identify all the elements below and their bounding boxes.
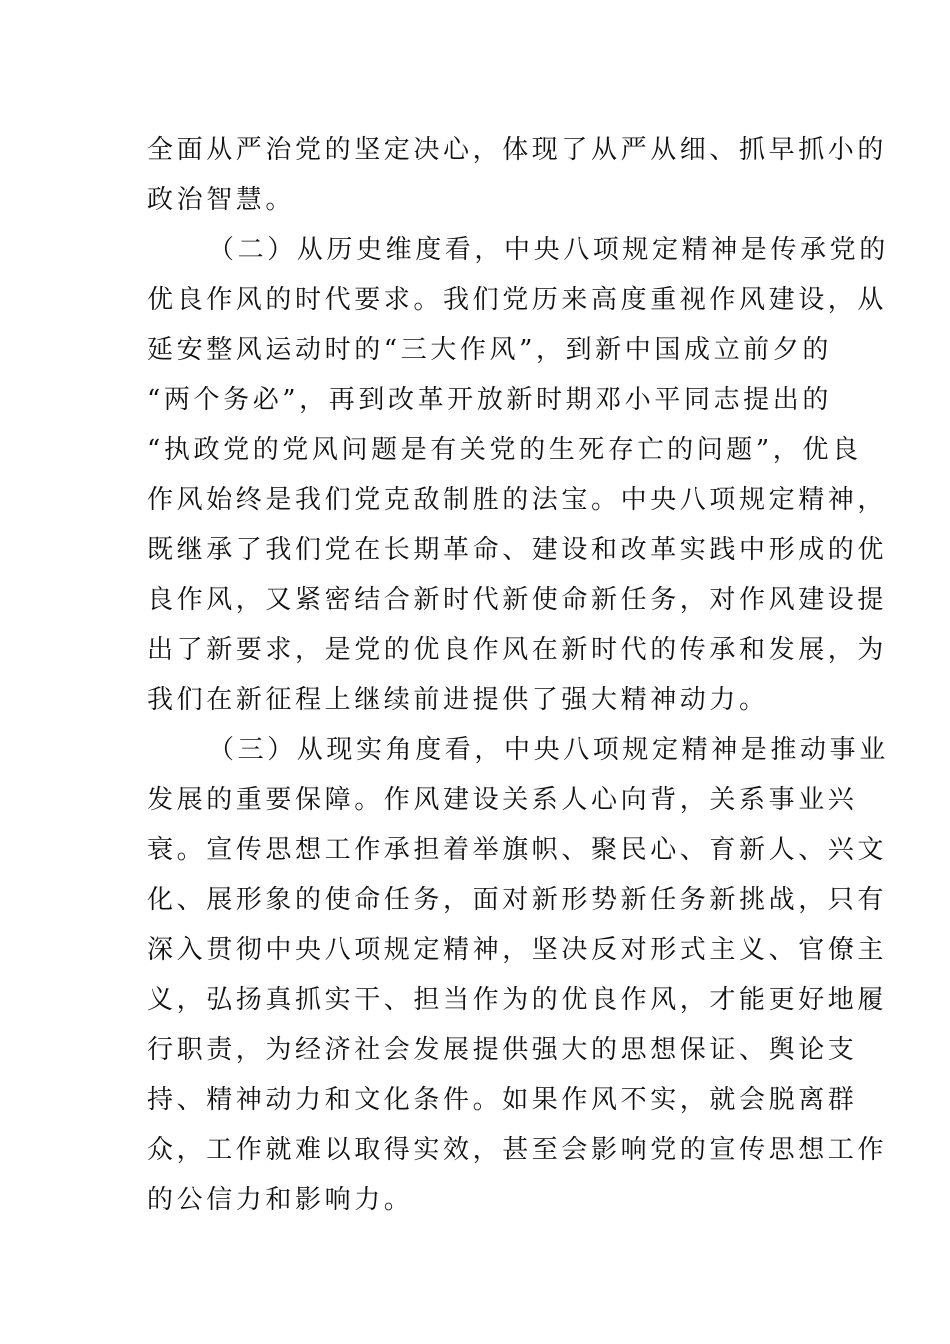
text-line: 全面从严治党的坚定决心，体现了从严从细、抓早抓小的 [147, 135, 888, 165]
text-line: 持、精神动力和文化条件。如果作风不实，就会脱离群 [147, 1085, 858, 1115]
text-line: “执政党的党风问题是有关党的生死存亡的问题”，优良 [147, 435, 862, 465]
text-line: 出了新要求，是党的优良作风在新时代的传承和发展，为 [147, 635, 888, 665]
text-line: 行职责，为经济社会发展提供强大的思想保证、舆论支 [147, 1035, 858, 1065]
text-line: 深入贯彻中央八项规定精神，坚决反对形式主义、官僚主 [147, 935, 888, 965]
text-line: 我们在新征程上继续前进提供了强大精神动力。 [147, 685, 769, 715]
paragraph-heading-3: （三）从现实角度看，中央八项规定精神是推动事业 [208, 735, 889, 765]
text-line: “两个务必”，再到改革开放新时期邓小平同志提出的 [147, 385, 832, 415]
text-line: 众，工作就难以取得实效，甚至会影响党的宣传思想工作 [147, 1135, 888, 1165]
text-line: 义，弘扬真抓实干、担当作为的优良作风，才能更好地履 [147, 985, 888, 1015]
text-line: 的公信力和影响力。 [147, 1185, 414, 1215]
text-line: 衰。宣传思想工作承担着举旗帜、聚民心、育新人、兴文 [147, 835, 888, 865]
text-line: 化、展形象的使命任务，面对新形势新任务新挑战，只有 [147, 885, 888, 915]
text-line: 发展的重要保障。作风建设关系人心向背，关系事业兴 [147, 785, 858, 815]
text-line: 良作风，又紧密结合新时代新使命新任务，对作风建设提 [147, 585, 888, 615]
text-line: 优良作风的时代要求。我们党历来高度重视作风建设，从 [147, 285, 888, 315]
text-line: 政治智慧。 [147, 185, 296, 215]
text-line: 作风始终是我们党克敌制胜的法宝。中央八项规定精神， [147, 485, 888, 515]
text-line: 既继承了我们党在长期革命、建设和改革实践中形成的优 [147, 535, 888, 565]
paragraph-heading-2: （二）从历史维度看，中央八项规定精神是传承党的 [208, 235, 889, 265]
text-line: 延安整风运动时的“三大作风”，到新中国成立前夕的 [147, 335, 832, 365]
